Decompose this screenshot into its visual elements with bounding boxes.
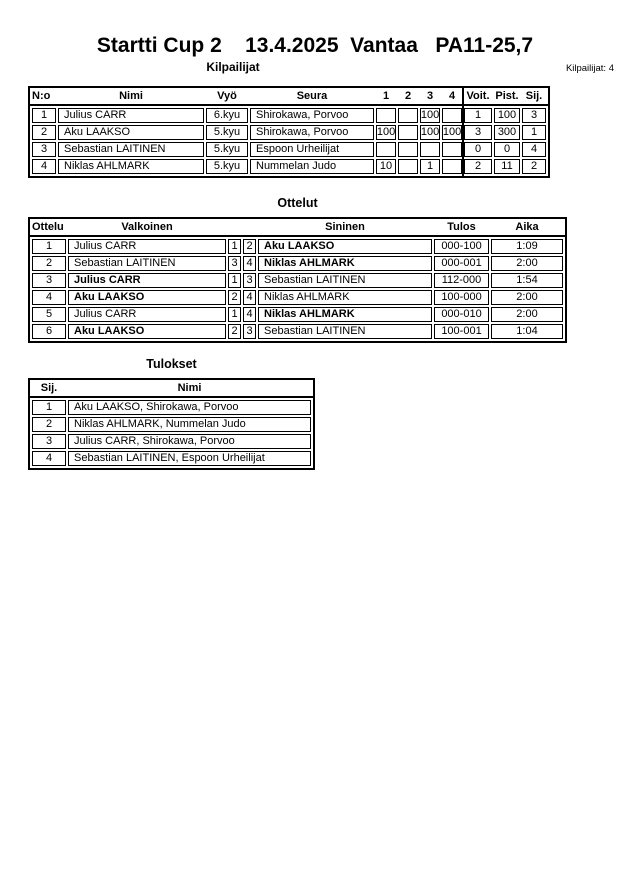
match-row [32,324,563,339]
white-player-number: 1 [228,239,241,254]
col-header-place: Sij. [40,382,58,394]
competitor-number: 4 [32,159,56,174]
round-score [398,108,418,123]
results-section-title: Tulokset [146,357,197,371]
competitor-place: 1 [522,125,546,140]
col-header-belt: Vyö [217,90,237,102]
white-player-number: 2 [228,290,241,305]
blue-player: Niklas AHLMARK [258,256,432,271]
competitor-name: Julius CARR [58,108,204,123]
match-number: 4 [32,290,66,305]
results-table-body [30,398,313,468]
match-row [32,256,563,271]
result-row [32,451,311,466]
col-header-points: Pist. [495,90,519,102]
competitor-name: Sebastian LAITINEN [58,142,204,157]
subtitle-row [0,60,630,76]
competitors-table-header [30,88,548,106]
match-time: 1:04 [491,324,563,339]
competitor-belt: 5.kyu [206,159,248,174]
blue-player: Niklas AHLMARK [258,290,432,305]
round-score: 1 [420,159,440,174]
match-result: 000-001 [434,256,489,271]
blue-player: Sebastian LAITINEN [258,324,432,339]
result-row [32,417,311,432]
white-player: Julius CARR [68,307,226,322]
round-score [376,142,396,157]
result-name: Niklas AHLMARK, Nummelan Judo [68,417,311,432]
competitor-name: Aku LAAKSO [58,125,204,140]
match-number: 6 [32,324,66,339]
col-header-result: Tulos [447,221,476,233]
competitor-place: 2 [522,159,546,174]
match-row [32,307,563,322]
page-title: Startti Cup 2 13.4.2025 Vantaa PA11-25,7 [96,34,534,57]
results-table [28,378,315,470]
competitor-wins: 3 [464,125,492,140]
competitor-wins: 0 [464,142,492,157]
competitor-belt: 6.kyu [206,108,248,123]
competitor-count: Kilpailijat: 4 [565,63,614,74]
match-time: 2:00 [491,307,563,322]
competitors-table-body [30,106,548,176]
match-number: 2 [32,256,66,271]
round-score [442,108,462,123]
round-score [398,125,418,140]
col-header-name: Nimi [177,382,202,394]
matches-table-body [30,237,565,341]
match-row [32,239,563,254]
competitor-number: 3 [32,142,56,157]
col-header-round3: 3 [426,90,434,102]
col-header-club: Seura [296,90,328,102]
competitor-points: 0 [494,142,520,157]
competitor-place: 3 [522,108,546,123]
blue-player-number: 3 [243,324,256,339]
competitor-points: 11 [494,159,520,174]
white-player: Julius CARR [68,239,226,254]
competitor-row [32,125,546,140]
match-time: 2:00 [491,256,563,271]
competitor-points: 300 [494,125,520,140]
round-score [376,108,396,123]
col-header-name: Nimi [119,90,143,102]
result-place: 2 [32,417,66,432]
blue-player: Sebastian LAITINEN [258,273,432,288]
blue-player-number: 4 [243,256,256,271]
competitor-number: 2 [32,125,56,140]
competitor-club: Shirokawa, Porvoo [250,125,374,140]
competitor-place: 4 [522,142,546,157]
match-result: 112-000 [434,273,489,288]
match-number: 1 [32,239,66,254]
competitor-belt: 5.kyu [206,125,248,140]
match-result: 100-000 [434,290,489,305]
match-time: 2:00 [491,290,563,305]
result-name: Sebastian LAITINEN, Espoon Urheilijat [68,451,311,466]
col-header-no: N:o [32,90,51,102]
white-player-number: 2 [228,324,241,339]
round-score: 100 [442,126,462,138]
match-time: 1:09 [491,239,563,254]
competitor-number: 1 [32,108,56,123]
round-score [442,142,462,157]
match-result: 000-010 [434,307,489,322]
white-player-number: 1 [228,307,241,322]
competitor-name: Niklas AHLMARK [58,159,204,174]
white-player: Julius CARR [68,273,226,288]
competitor-club: Nummelan Judo [250,159,374,174]
col-header-round1: 1 [382,90,390,102]
match-result: 000-100 [434,239,489,254]
col-header-wins: Voit. [466,90,490,102]
result-place: 1 [32,400,66,415]
blue-player: Niklas AHLMARK [258,307,432,322]
round-score: 100 [376,126,396,138]
matches-table-header [30,219,565,237]
round-score [398,142,418,157]
result-place: 3 [32,434,66,449]
col-header-time: Aika [515,221,539,233]
match-row [32,290,563,305]
competitors-table [28,86,550,178]
round-score [420,142,440,157]
blue-player: Aku LAAKSO [258,239,432,254]
competitor-row [32,108,546,123]
group-separator-line [462,88,464,176]
match-number: 5 [32,307,66,322]
round-score: 10 [376,159,396,174]
competitor-club: Espoon Urheilijat [250,142,374,157]
white-player: Aku LAAKSO [68,290,226,305]
blue-player-number: 2 [243,239,256,254]
competitor-row [32,159,546,174]
col-header-round4: 4 [448,90,456,102]
col-header-place: Sij. [525,90,543,102]
result-name: Julius CARR, Shirokawa, Porvoo [68,434,311,449]
col-header-round2: 2 [404,90,412,102]
result-place: 4 [32,451,66,466]
match-result: 100-001 [434,324,489,339]
result-row [32,434,311,449]
match-number: 3 [32,273,66,288]
round-score [442,159,462,174]
white-player: Sebastian LAITINEN [68,256,226,271]
round-score: 100 [420,109,440,121]
results-table-header [30,380,313,398]
competitor-club: Shirokawa, Porvoo [250,108,374,123]
round-score [398,159,418,174]
blue-player-number: 3 [243,273,256,288]
matches-section-title: Ottelut [277,196,318,210]
competitor-wins: 2 [464,159,492,174]
competitor-row [32,142,546,157]
result-name: Aku LAAKSO, Shirokawa, Porvoo [68,400,311,415]
competitors-section-title: Kilpailijat [206,60,260,74]
competitor-wins: 1 [464,108,492,123]
blue-player-number: 4 [243,307,256,322]
competitor-belt: 5.kyu [206,142,248,157]
col-header-white: Valkoinen [121,221,173,233]
white-player: Aku LAAKSO [68,324,226,339]
blue-player-number: 4 [243,290,256,305]
matches-table [28,217,567,343]
white-player-number: 3 [228,256,241,271]
competitor-points: 100 [494,108,520,123]
white-player-number: 1 [228,273,241,288]
round-score: 100 [420,126,440,138]
result-row [32,400,311,415]
col-header-match: Ottelu [32,221,64,233]
col-header-blue: Sininen [325,221,365,233]
match-time: 1:54 [491,273,563,288]
match-row [32,273,563,288]
